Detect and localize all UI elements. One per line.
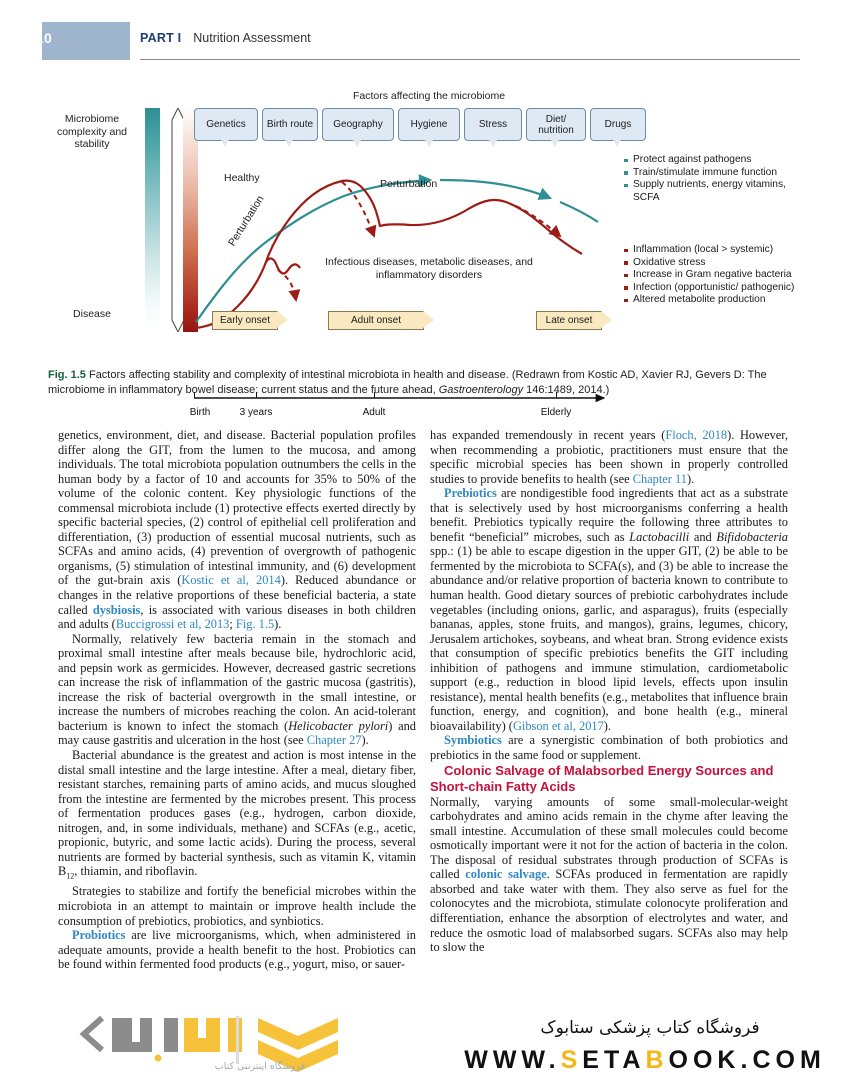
- footer-watermark: [0, 1008, 844, 1080]
- y-axis-top-label: Microbiome complexity and stability: [56, 113, 128, 150]
- factor-box-row: [194, 108, 802, 144]
- paragraph: [58, 428, 416, 632]
- url-char: A: [622, 1046, 646, 1074]
- onset-label: Late onset: [545, 315, 593, 326]
- onset-tip-adult: [423, 311, 434, 328]
- factor-box-genetics: [194, 108, 258, 141]
- factor-label: Geography: [333, 119, 383, 130]
- paragraph-text: ).: [274, 617, 282, 632]
- part-label: PART I: [140, 31, 182, 45]
- body-column-right: [430, 428, 788, 955]
- onset-tip-early: [277, 311, 288, 328]
- factor-notch-birth-route: [284, 138, 294, 147]
- key-term: Symbiotics: [444, 733, 502, 748]
- citation-link[interactable]: Kostic et al, 2014: [181, 573, 281, 588]
- paragraph-text: , thiamin, and riboflavin.: [74, 864, 198, 879]
- body-column-left: [58, 428, 416, 972]
- page-number: 10: [35, 30, 53, 46]
- paragraph: Strategies to stabilize and fortify the beneficial microbes within the microbiota in an attempt to maintain or improve health include the consumption of prebiotics, probiotics, and synbiotics.: [58, 884, 416, 928]
- paragraph-text: has expanded tremendously in recent years (: [430, 428, 666, 442]
- caption-label: Fig. 1.5: [48, 369, 86, 381]
- paragraph-text: ).: [686, 471, 695, 486]
- page-header: [0, 22, 844, 60]
- url-char: K: [717, 1046, 741, 1074]
- caption-source-post: 146:1489, 2014.): [523, 384, 610, 396]
- setabook-logo-subtitle: فروشگاه اینترنتی کتاب: [214, 1061, 306, 1072]
- figure-title: Factors affecting the microbiome: [352, 90, 506, 102]
- paragraph: [58, 748, 416, 884]
- disease-curve-tail: [546, 228, 582, 254]
- complexity-gradient-bar: [145, 108, 160, 330]
- species-name: Helicobacter pylori: [288, 718, 389, 733]
- factor-label: Diet/ nutrition: [538, 113, 574, 136]
- label-healthy: Healthy: [224, 172, 260, 184]
- factor-notch-drugs: [612, 138, 622, 147]
- key-term: colonic salvage: [465, 867, 547, 882]
- paragraph-text: Normally, varying amounts of some small-molecular-weight carbohydrates and amino acids remain in the chyme after leaving the small intestine. Accumulation of these small molecules could become osmotically important were it not for the action of bacteria in the colon. The disposal of residual substrates through production of SCFAs is called: [430, 794, 788, 882]
- harm-bullet: Infection (opportunistic/ pathogenic): [624, 282, 804, 295]
- url-char: .: [548, 1046, 561, 1074]
- onset-banner-adult: [328, 311, 424, 330]
- caption-source-journal: Gastroenterology: [438, 384, 524, 396]
- paragraph-text: ).: [361, 733, 369, 748]
- factor-box-stress: [464, 108, 522, 141]
- benefit-bullet: Protect against pathogens: [624, 154, 804, 167]
- paragraph-text: are nondigestible food ingredients that act as a substrate that is selectively used by host microorganisms conferring a health benefit. Prebiotics typically require the following three attributes to benefit “beneficial” microbes, such as: [430, 486, 788, 544]
- paragraph-text: ) and may cause gastritis and ulceration in the host (see: [58, 718, 416, 748]
- onset-banner-early: [212, 311, 278, 330]
- label-perturbation-diagonal: Perturbation: [226, 193, 267, 249]
- x-axis-label-3-years: 3 years: [239, 407, 273, 418]
- onset-label: Early onset: [219, 315, 271, 326]
- benefit-bullet-list: [624, 154, 804, 204]
- factor-box-hygiene: [398, 108, 460, 141]
- healthy-curve-segment-3: [560, 202, 598, 222]
- paragraph-text: Normally, relatively few bacteria remain in the stomach and proximal small intestine after meals because bile, hydrochloric acid, and pepsin work as germicides. However, decreased gastric secretions can increase the risk of inflammation of the gastric mucosa (gastritis), increase the risk of bacterial overgrowth in the small intestine, or increase the numbers of microbes reaching the colon. An acid-tolerant bacterium is known to infect the stomach (: [58, 631, 416, 733]
- url-char: M: [799, 1046, 826, 1074]
- factor-label: Birth route: [266, 119, 314, 130]
- label-perturbation-top: Perturbation: [380, 178, 438, 190]
- paragraph-text: , is associated with various diseases in both children and adults (: [58, 602, 416, 632]
- paragraph: [58, 632, 416, 748]
- harm-bullet: Inflammation (local > systemic): [624, 244, 804, 257]
- benefit-bullet: Supply nutrients, energy vitamins, SCFA: [624, 179, 804, 204]
- harm-bullet: Oxidative stress: [624, 257, 804, 270]
- x-axis-label-birth: Birth: [189, 407, 211, 418]
- chapter-cross-reference[interactable]: Chapter 11: [632, 471, 687, 486]
- paragraph-text: ). However, when recommending a probiotic, practitioners must ensure that the specific microbial species has been shown in properly controlled studies to provide benefits to health (see: [430, 428, 788, 486]
- paragraph: [58, 928, 416, 972]
- paragraph-text: ;: [229, 617, 236, 632]
- factor-box-diet-nutrition: [526, 108, 586, 141]
- onset-label: Adult onset: [350, 315, 402, 326]
- part-name: Nutrition Assessment: [193, 31, 311, 45]
- benefit-bullet: Train/stimulate immune function: [624, 167, 804, 180]
- footer-tagline-farsi: فروشگاه کتاب پزشکی ستابوک: [540, 1018, 760, 1038]
- paragraph-text: Bacterial abundance is the greatest and action is most intense in the distal small intestine and the large intestine. After a meal, dietary fiber, resistant starches, remaining parts of amino acids, and mucus sloughed from the intestine are fermented by the microbes present. This process of fermentation produces gases (e.g., hydrogen, carbon dioxide, nitrogen, and, in some individuals, methane) and SCFAs (e.g., acetic, propionic, butyric, and some lactic acids). During the process, several nutrients are formed by bacterial synthesis, such as vitamin K, vitamin B: [58, 748, 416, 879]
- disease-gradient-bar: [164, 108, 198, 332]
- key-term: dysbiosis: [92, 602, 141, 617]
- url-char: O: [775, 1046, 800, 1074]
- setabook-logo: [72, 1014, 452, 1076]
- citation-link[interactable]: Floch, 2018: [665, 428, 728, 442]
- url-char: O: [692, 1046, 718, 1074]
- url-char: E: [582, 1046, 604, 1074]
- paragraph-text: spp.: (1) be able to escape digestion in the upper GIT, (2) be able to be fermented by the microbiota to SCFA(s), and (3) be able to increase the abundance and/or relative proportion of bacteria known to contribute to human health. Good dietary sources of prebiotic carbohydrates include vegetables (including onions, garlic, and asparagus), fruits (especially bananas, apples, stone fruits, and mangos), grains, legumes, chicory, Jerusalem artichokes, soybeans, and wheat bran. Strong evidence exists that consumption of specific prebiotics benefits the GIT including inhibition of pathogens and immune stimulation, cardiometabolic support (e.g., reduction in blood lipid levels, effects upon insulin resistance), mental health benefits (e.g., metabolites that influence brain function, energy, and cognition), and bone health (e.g., mineral bioavailability) (: [430, 544, 788, 733]
- caption-source-pre: (Redrawn from Kostic AD, Xavier RJ, Gevers D: The microbiome in inflammatory bowel disease: current status and the future ahead,: [48, 369, 767, 396]
- figure-x-axis: [189, 398, 614, 424]
- x-axis-label-adult: Adult: [362, 407, 386, 418]
- paragraph: [430, 795, 788, 955]
- url-char: T: [603, 1046, 623, 1074]
- paragraph-text: are a synergistic combination of both probiotics and prebiotics in the same food or supplement.: [430, 733, 788, 763]
- paragraph: [430, 428, 788, 486]
- disease-curve-main: [266, 181, 546, 262]
- factor-notch-geography: [352, 138, 362, 147]
- key-term: Prebiotics: [444, 486, 497, 501]
- url-char: W: [492, 1046, 522, 1074]
- genus-name: Lactobacilli: [629, 529, 690, 544]
- factor-notch-genetics: [220, 138, 230, 147]
- subscript: 12: [66, 871, 75, 881]
- figure-cross-reference[interactable]: Fig. 1.5: [235, 617, 275, 632]
- harm-bullet-list: [624, 244, 804, 307]
- key-term: Probiotics: [72, 928, 126, 943]
- label-diseases: Infectious diseases, metabolic diseases, and inflammatory disorders: [325, 256, 533, 281]
- section-heading: Colonic Salvage of Malabsorbed Energy Sources and Short-chain Fatty Acids: [430, 762, 774, 794]
- figure-caption: [48, 368, 800, 398]
- url-char: S: [560, 1046, 583, 1074]
- factor-box-birth-route: [262, 108, 318, 141]
- url-char: W: [521, 1046, 549, 1074]
- healthy-curve-segment-1: [196, 180, 430, 322]
- footer-url: [456, 1046, 834, 1075]
- citation-link[interactable]: Buccigrossi et al, 2013: [115, 617, 230, 632]
- onset-banner-late: [536, 311, 602, 330]
- factor-notch-diet-nutrition: [550, 138, 560, 147]
- paragraph-text: ).: [603, 718, 612, 733]
- url-char: O: [668, 1046, 693, 1074]
- url-char: W: [464, 1046, 493, 1074]
- y-axis-bottom-label: Disease: [73, 308, 111, 320]
- factor-label: Stress: [478, 119, 508, 130]
- paragraph-text: and: [689, 529, 717, 544]
- caption-text: Factors affecting stability and complexity of intestinal microbiota in health and disease.: [88, 369, 509, 381]
- figure-plot-area: [194, 150, 614, 330]
- chapter-cross-reference[interactable]: Chapter 27: [306, 733, 362, 748]
- paragraph: [430, 486, 788, 733]
- factor-label: Drugs: [604, 119, 632, 130]
- url-char: B: [645, 1046, 669, 1074]
- harm-bullet: Increase in Gram negative bacteria: [624, 269, 804, 282]
- dashed-arrow-adult: [342, 182, 374, 236]
- healthy-curve-segment-2: [440, 180, 550, 198]
- paragraph-text: are live microorganisms, which, when administered in adequate amounts, provide a health benefit to the host. Probiotics can be found within fermented food products (e.g., yogurt, miso, or sauer-: [58, 928, 416, 972]
- genus-name: Bifidobacteria: [716, 529, 789, 544]
- paragraph-text: genetics, environment, diet, and disease. Bacterial population profiles differ along the GIT, from the lumen to the mucosa, and among individuals. The total microbiota population outnumbers the cells in the human body by a factor of 10 and accounts for 35% to 50% of the volume of the colonic content. Key physiologic functions of the commensal microbiota include (1) protective effects exerted directly by specific bacterial species, (2) control of epithelial cell proliferation and differentiation, (3) production of essential mucosal nutrients, such as SCFAs and amino acids, (4) prevention of overgrowth of pathogenic organisms, (5) stimulation of intestinal immunity, and (6) development of the gut-brain axis (: [58, 428, 416, 588]
- factor-label: Hygiene: [410, 119, 448, 130]
- url-char: C: [752, 1046, 776, 1074]
- paragraph-text: ). Reduced abundance or changes in the relative proportions of these beneficial bacteria, a state called: [58, 573, 417, 617]
- x-axis-label-elderly: Elderly: [540, 407, 572, 418]
- factor-label: Genetics: [206, 119, 246, 130]
- factor-notch-hygiene: [424, 138, 434, 147]
- factor-box-drugs: [590, 108, 646, 141]
- url-char: .: [740, 1046, 753, 1074]
- citation-link[interactable]: Gibson et al, 2017: [512, 718, 604, 733]
- factor-notch-stress: [488, 138, 498, 147]
- header-divider: [140, 59, 800, 60]
- paragraph: [430, 733, 788, 762]
- running-head: [140, 31, 311, 45]
- factor-box-geography: [322, 108, 394, 141]
- paragraph-text: . SCFAs produced in fermentation are rapidly absorbed and take water with them. They also serve as fuel for the colonocytes and the microbiota, stimulate colonocyte proliferation and differentiation, enhance the absorption of electrolytes and water, and reduce the osmotic load of malabsorbed sugars. SCFAs also may help to slow the: [430, 867, 788, 955]
- dashed-arrow-early: [278, 270, 296, 300]
- onset-tip-late: [601, 311, 612, 328]
- disease-curve-wiggle: [266, 259, 300, 274]
- harm-bullet: Altered metabolite production: [624, 294, 804, 307]
